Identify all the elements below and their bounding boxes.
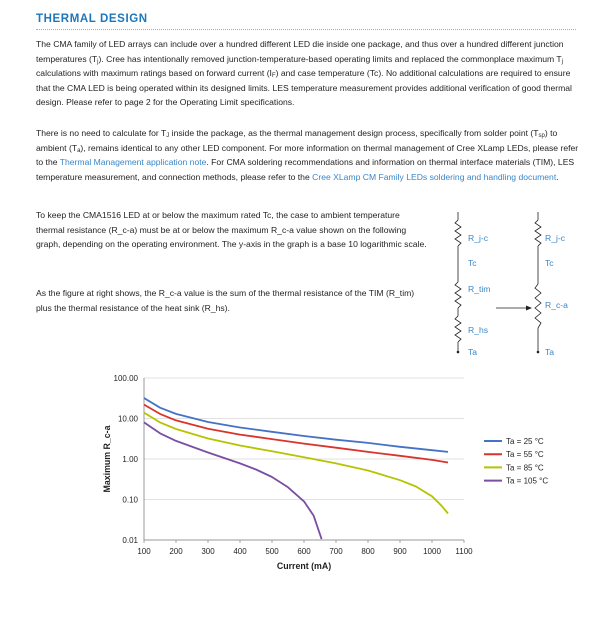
series-line-3: [144, 413, 448, 514]
legend-label-3: Ta = 85 °C: [506, 463, 544, 473]
right-rca-label: R_c-a: [545, 300, 568, 310]
y-tick-label: 100.00: [113, 374, 138, 383]
legend-label-2: Ta = 55 °C: [506, 450, 544, 460]
y-axis-label: Maximum R_c-a: [102, 425, 112, 493]
left-ta-label: Ta: [468, 347, 478, 357]
paragraph-thermal-management: There is no need to calculate for $T_J$ inside the package, as the thermal management design process, specifically from solder point $(T_{sp})$ to ambient $(T_a)$, remains identical to any other LED component. For more information on thermal management of Cree XLamp LEDs, please refer to the Thermal Management application note. For CMA soldering recommendations and information on thermal interface materials (TIM), LES temperature measurement, and connection methods, please refer to the Cree XLamp CM Family LEDs soldering and handling document.: [36, 128, 579, 182]
x-tick-label: 200: [169, 547, 183, 556]
series-line-1: [144, 398, 448, 452]
thermal-management-link[interactable]: Thermal Management application note: [59, 157, 207, 168]
left-rtim-label: R_tim: [468, 284, 491, 294]
x-tick-label: 700: [329, 547, 343, 556]
x-tick-label: 900: [393, 547, 407, 556]
x-axis-label: Current (mA): [276, 561, 332, 571]
x-tick-label: 300: [201, 547, 215, 556]
x-tick-label: 1000: [423, 547, 441, 556]
soldering-handling-link[interactable]: Cree XLamp CM Family LEDs soldering and handling document: [312, 171, 557, 182]
section-heading: THERMAL DESIGN: [36, 13, 148, 25]
right-rjc-label: R_j-c: [545, 233, 566, 243]
x-tick-label: 1100: [455, 547, 473, 556]
x-tick-label: 800: [361, 547, 375, 556]
x-tick-label: 500: [265, 547, 279, 556]
legend-label-1: Ta = 25 °C: [506, 437, 544, 446]
left-tc-label: Tc: [468, 258, 477, 268]
paragraph-rca-requirement: To keep the CMA1516 LED at or below the maximum rated Tc, the case to ambient temperature thermal resistance (R_c-a) must be at or below the maximum R_c-a value shown on the following graph, depending on the operating environment. The y-axis in the graph is a base 10 logarithmic scale.: [36, 210, 427, 250]
y-tick-label: 0.10: [122, 495, 138, 505]
thermal-resistance-diagram: [452, 212, 582, 362]
y-tick-label: 1.00: [122, 455, 138, 464]
rca-vs-current-chart: [96, 368, 586, 578]
x-tick-label: 100: [137, 547, 151, 556]
legend-label-4: Ta = 105 °C: [506, 476, 549, 486]
y-tick-label: 0.01: [122, 536, 138, 545]
heading-divider: [36, 29, 576, 30]
x-tick-label: 400: [233, 547, 247, 556]
right-ta-label: Ta: [545, 347, 555, 357]
y-tick-label: 10.00: [117, 414, 138, 424]
series-line-4: [144, 422, 322, 539]
paragraph-intro: The CMA family of LED arrays can include over a hundred different LED die inside one package, and thus over a hundred different junction temperatures $(T_j)$. Cree has intentionally removed junction-temperature-based operating limits and replaced the commonplace maximum $T_j$ calculations with maximum ratings based on forward current $(I_F)$ and case temperature (Tc). No additional calculations are required to ensure that the CMA LED is being operated within its designed limits. LES temperature measurement provides additional verification of good thermal design. Please refer to page 2 for the Operating Limit specifications.: [36, 39, 572, 108]
left-rhs-label: R_hs: [468, 325, 489, 335]
x-tick-label: 600: [297, 547, 311, 556]
paragraph-rca-sum: As the figure at right shows, the R_c-a value is the sum of the thermal resistance of the TIM (R_tim) plus the thermal resistance of the heat sink (R_hs).: [36, 288, 415, 313]
right-tc-label: Tc: [545, 258, 554, 268]
left-rjc-label: R_j-c: [468, 233, 489, 243]
